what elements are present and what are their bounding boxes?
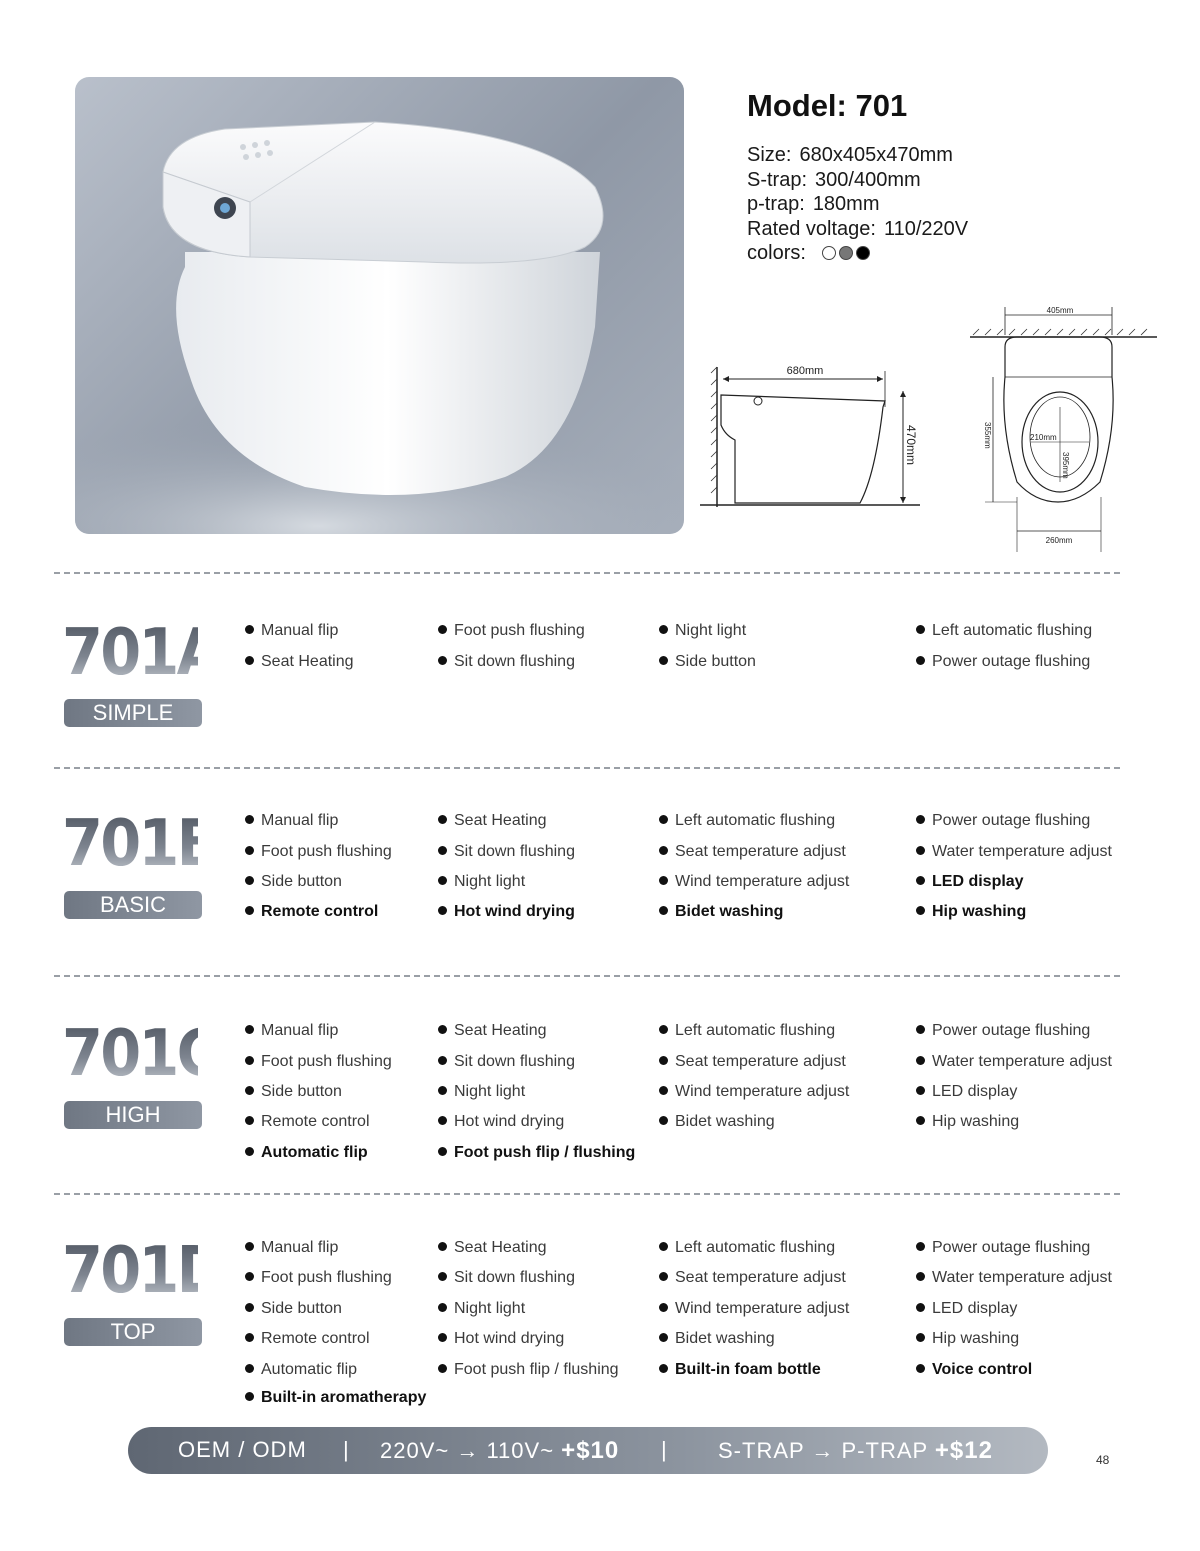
feature-item: Seat Heating bbox=[438, 812, 547, 830]
feature-item: LED display bbox=[916, 1300, 1017, 1318]
feature-item: Hip washing bbox=[916, 1113, 1019, 1131]
feature-item: Manual flip bbox=[245, 812, 338, 830]
feature-item: Left automatic flushing bbox=[659, 1239, 835, 1257]
feature-item: Bidet washing bbox=[659, 1330, 775, 1348]
feature-item: Hot wind drying bbox=[438, 903, 575, 921]
oem-label: OEM / ODM bbox=[178, 1437, 307, 1462]
feature-item: Built-in foam bottle bbox=[659, 1361, 821, 1379]
section-divider bbox=[54, 767, 1120, 769]
spec-list bbox=[747, 143, 968, 266]
feature-item: Seat temperature adjust bbox=[659, 1269, 846, 1287]
feature-item: Sit down flushing bbox=[438, 1269, 575, 1287]
voltage-option: 220V~ → 110V~ +$10 bbox=[380, 1437, 620, 1464]
spec-s-trap: S-trap: 300/400mm bbox=[747, 168, 921, 191]
feature-item: Remote control bbox=[245, 1113, 370, 1131]
feature-item: Side button bbox=[245, 1300, 342, 1318]
feature-item: LED display bbox=[916, 873, 1024, 891]
options-bar bbox=[128, 1427, 1048, 1474]
color-swatch-black bbox=[856, 246, 870, 260]
feature-item: LED display bbox=[916, 1083, 1017, 1101]
feature-item: Night light bbox=[438, 1083, 525, 1101]
feature-item: Night light bbox=[438, 873, 525, 891]
feature-item: Seat Heating bbox=[438, 1239, 547, 1257]
feature-item: Side button bbox=[245, 1083, 342, 1101]
feature-item: Automatic flip bbox=[245, 1144, 368, 1162]
feature-item: Power outage flushing bbox=[916, 653, 1090, 671]
feature-item: Seat Heating bbox=[438, 1022, 547, 1040]
color-swatch-white bbox=[822, 246, 836, 260]
trap-option: S-TRAP → P-TRAP +$12 bbox=[718, 1437, 993, 1464]
feature-item: Built-in aromatherapy bbox=[245, 1389, 426, 1407]
variant-tag: HIGH bbox=[64, 1101, 202, 1129]
section-divider bbox=[54, 572, 1120, 574]
variant-tag: BASIC bbox=[64, 891, 202, 919]
feature-item: Manual flip bbox=[245, 1022, 338, 1040]
feature-item: Sit down flushing bbox=[438, 843, 575, 861]
section-divider bbox=[54, 1193, 1120, 1195]
spec-colors: colors: bbox=[747, 241, 968, 266]
feature-item: Hot wind drying bbox=[438, 1113, 564, 1131]
feature-item: Side button bbox=[245, 873, 342, 891]
feature-item: Night light bbox=[438, 1300, 525, 1318]
feature-item: Manual flip bbox=[245, 1239, 338, 1257]
feature-item: Bidet washing bbox=[659, 1113, 775, 1131]
side-height-label: 470mm bbox=[904, 425, 918, 466]
feature-item: Hip washing bbox=[916, 903, 1026, 921]
bowl-depth-label: 395mm bbox=[1061, 452, 1070, 479]
variant-code: 701C bbox=[62, 1017, 218, 1091]
variant-tag: SIMPLE bbox=[64, 699, 202, 727]
feature-item: Night light bbox=[659, 622, 746, 640]
feature-item: Hot wind drying bbox=[438, 1330, 564, 1348]
section-divider bbox=[54, 975, 1120, 977]
feature-item: Seat temperature adjust bbox=[659, 1053, 846, 1071]
variant-code: 701A bbox=[62, 616, 220, 690]
feature-item: Power outage flushing bbox=[916, 1022, 1090, 1040]
feature-item: Water temperature adjust bbox=[916, 843, 1112, 861]
page-number: 48 bbox=[1096, 1453, 1110, 1467]
side-width-label: 680mm bbox=[786, 365, 824, 377]
feature-item: Foot push flushing bbox=[438, 622, 585, 640]
base-width-label: 260mm bbox=[1045, 536, 1073, 545]
feature-item: Foot push flip / flushing bbox=[438, 1361, 619, 1379]
feature-item: Seat temperature adjust bbox=[659, 843, 846, 861]
feature-item: Sit down flushing bbox=[438, 1053, 575, 1071]
top-width-label: 405mm bbox=[1046, 306, 1074, 315]
spec-p-trap: p-trap: 180mm bbox=[747, 193, 880, 215]
feature-item: Seat Heating bbox=[245, 653, 354, 671]
feature-item: Voice control bbox=[916, 1361, 1032, 1379]
feature-item: Hip washing bbox=[916, 1330, 1019, 1348]
spec-voltage: Rated voltage: 110/220V bbox=[747, 217, 969, 240]
feature-item: Water temperature adjust bbox=[916, 1269, 1112, 1287]
feature-item: Wind temperature adjust bbox=[659, 1300, 849, 1318]
feature-item: Bidet washing bbox=[659, 903, 783, 921]
feature-item: Remote control bbox=[245, 1330, 370, 1348]
feature-item: Water temperature adjust bbox=[916, 1053, 1112, 1071]
bar-separator: | bbox=[343, 1437, 350, 1462]
bowl-width-label: 210mm bbox=[1030, 433, 1057, 442]
feature-item: Wind temperature adjust bbox=[659, 873, 849, 891]
feature-item: Left automatic flushing bbox=[659, 1022, 835, 1040]
top-depth-label: 355mm bbox=[983, 422, 992, 449]
feature-item: Power outage flushing bbox=[916, 1239, 1090, 1257]
feature-item: Sit down flushing bbox=[438, 653, 575, 671]
product-photo bbox=[75, 77, 684, 534]
feature-item: Remote control bbox=[245, 903, 378, 921]
feature-item: Foot push flushing bbox=[245, 1269, 392, 1287]
feature-item: Foot push flip / flushing bbox=[438, 1144, 635, 1162]
variant-tag: TOP bbox=[64, 1318, 202, 1346]
spec-size: Size: 680x405x470mm bbox=[747, 144, 953, 166]
model-title: Model: 701 bbox=[747, 88, 908, 123]
variant-code: 701D bbox=[62, 1234, 223, 1308]
feature-item: Left automatic flushing bbox=[916, 622, 1092, 640]
feature-item: Automatic flip bbox=[245, 1361, 357, 1379]
feature-item: Left automatic flushing bbox=[659, 812, 835, 830]
feature-item: Side button bbox=[659, 653, 756, 671]
feature-item: Foot push flushing bbox=[245, 1053, 392, 1071]
feature-item: Wind temperature adjust bbox=[659, 1083, 849, 1101]
feature-item: Manual flip bbox=[245, 622, 338, 640]
bar-separator: | bbox=[661, 1437, 668, 1462]
top-view-diagram bbox=[965, 297, 1165, 557]
feature-item: Power outage flushing bbox=[916, 812, 1090, 830]
variant-code: 701B bbox=[62, 807, 219, 881]
feature-item: Foot push flushing bbox=[245, 843, 392, 861]
side-view-diagram bbox=[695, 355, 925, 515]
color-swatch-grey bbox=[839, 246, 853, 260]
